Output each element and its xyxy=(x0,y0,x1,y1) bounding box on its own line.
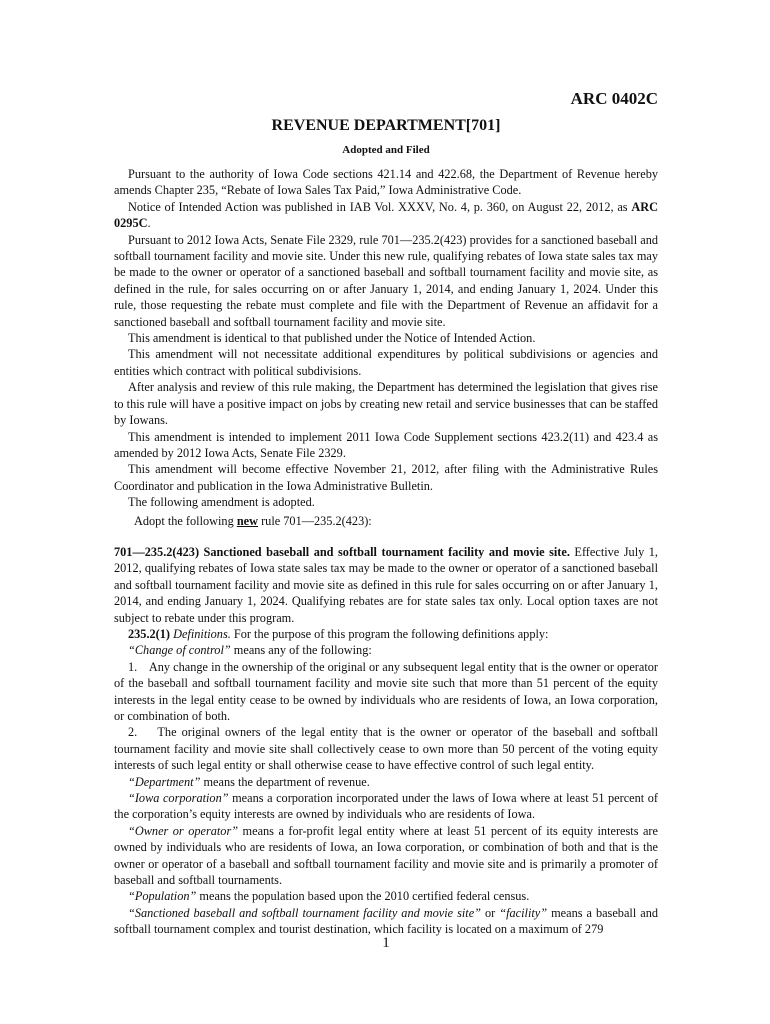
rule-heading: 701—235.2(423) Sanctioned baseball and softball tournament facility and movie site. xyxy=(114,544,570,559)
definition-change-of-control xyxy=(114,642,658,658)
definition-term: “Population” xyxy=(128,889,197,904)
definition-sanctioned-facility xyxy=(114,905,658,938)
definition-text: means the population based upon the 2010 certified federal census. xyxy=(196,889,530,904)
notice-end: . xyxy=(147,216,151,231)
page-number: 1 xyxy=(382,935,390,951)
preamble-paragraph: This amendment will become effective November 21, 2012, after filing with the Administrative Rules Coordinator and publication in the Iowa Administrative Bulletin. xyxy=(114,462,658,493)
list-item: 1. Any change in the ownership of the original or any subsequent legal entity that is the owner or operator of the baseball and softball tournament facility and movie site such that more than 51 percent of the equity interests in the legal entity cease to be owned by individuals who are residents of Iowa, an Iowa corporation, or combination of both. xyxy=(114,659,658,723)
subrule-number: 235.2(1) xyxy=(128,626,171,641)
department-title: REVENUE DEPARTMENT[701] xyxy=(271,117,501,134)
subrule-text: For the purpose of this program the following definitions apply: xyxy=(230,626,549,641)
status-label: Adopted and Filed xyxy=(342,144,430,156)
preamble-paragraph: This amendment will not necessitate additional expenditures by political subdivisions or agencies and entities which contract with political subdivisions. xyxy=(114,347,658,378)
definition-text: means any of the following: xyxy=(230,643,372,658)
adopt-paragraph xyxy=(114,513,658,529)
rule-paragraph xyxy=(114,544,658,626)
preamble-paragraph: Pursuant to 2012 Iowa Acts, Senate File 2329, rule 701—235.2(423) provides for a sanctioned baseball and softball tournament facility and movie site. Under this new rule, qualifying rebates of Iowa state sales tax may be made to the owner or operator of a sanctioned baseball and softball tournament facility and movie site, as defined in the rule, for sales occurring on or after January 1, 2014, and ending January 1, 2024. Under this rule, those requesting the rebate must complete and file with the Department of Revenue an affidavit for a sanctioned baseball and softball tournament facility and movie site. xyxy=(114,232,658,329)
adopt-new-word: new xyxy=(236,513,258,528)
definition-iowa-corporation xyxy=(114,790,658,823)
definition-term: “Iowa corporation” xyxy=(128,791,229,806)
preamble-paragraph: This amendment is identical to that published under the Notice of Intended Action. xyxy=(128,331,536,346)
notice-arc: ARC 0295C xyxy=(114,199,658,231)
definition-term: “Change of control” xyxy=(128,643,231,658)
definition-text: means a for-profit legal entity where at least 51 percent of its equity interests are owned by individuals who are residents of Iowa, an Iowa corporation, or combination of both and that is the owner or operator of a baseball and softball tournament facility and movie site and is primarily a promoter of baseball and softball tournaments. xyxy=(114,823,658,888)
definition-connector: or xyxy=(481,905,500,920)
preamble-paragraph: Pursuant to the authority of Iowa Code sections 421.14 and 422.68, the Department of Revenue hereby amends Chapter 235, “Rebate of Iowa Sales Tax Paid,” Iowa Administrative Code. xyxy=(114,167,658,198)
subrule-paragraph xyxy=(114,626,658,642)
arc-number: ARC 0402C xyxy=(570,89,658,108)
subrule-title: Definitions. xyxy=(173,626,231,641)
definition-term: “Department” xyxy=(128,774,201,789)
preamble-paragraph: After analysis and review of this rule making, the Department has determined the legislation that gives rise to this rule will have a positive impact on jobs by creating new retail and service businesses that can be staffed by Iowans. xyxy=(114,380,658,428)
definition-population xyxy=(114,888,658,904)
definition-owner-operator xyxy=(114,823,658,889)
definition-term: “facility” xyxy=(499,905,548,920)
definition-text: means a baseball and softball tournament complex and tourist destination, which facility is located on a maximum of 279 xyxy=(114,905,658,937)
definition-text: means the department of revenue. xyxy=(200,774,370,789)
notice-paragraph xyxy=(114,199,658,232)
list-item: 2. The original owners of the legal entity that is the owner or operator of the baseball and softball tournament facility and movie site shall collectively cease to own more than 50 percent of the voting equity interests of such legal entity or shall otherwise cease to have effective control of such legal entity. xyxy=(114,725,658,773)
definition-department xyxy=(114,774,658,790)
preamble-paragraph: This amendment is intended to implement 2011 Iowa Code Supplement sections 423.2(11) and 423.4 as amended by 2012 Iowa Acts, Senate File 2329. xyxy=(114,429,658,460)
definition-term: “Sanctioned baseball and softball tournament facility and movie site” xyxy=(128,905,482,920)
document-body xyxy=(114,166,658,938)
preamble-paragraph: The following amendment is adopted. xyxy=(128,495,315,510)
definition-term: “Owner or operator” xyxy=(128,823,239,838)
definition-text: means a corporation incorporated under the laws of Iowa where at least 51 percent of the corporation’s equity interests are owned by individuals who are residents of Iowa. xyxy=(114,791,658,822)
rule-intro: Effective July 1, 2012, qualifying rebates of Iowa state sales tax may be made to the owner or operator of a sanctioned baseball and softball tournament facility and movie site as defined in this rule for sales occurring on or after January 1, 2014, and ending January 1, 2024. Qualifying rebates are for state sales tax only. Local option taxes are not subject to rebate under this program. xyxy=(114,544,658,625)
notice-text: Notice of Intended Action was published in IAB Vol. XXXV, No. 4, p. 360, on August 22, 2012, as xyxy=(128,199,632,214)
adopt-after: rule 701—235.2(423): xyxy=(258,513,372,528)
adopt-before: Adopt the following xyxy=(134,513,237,528)
